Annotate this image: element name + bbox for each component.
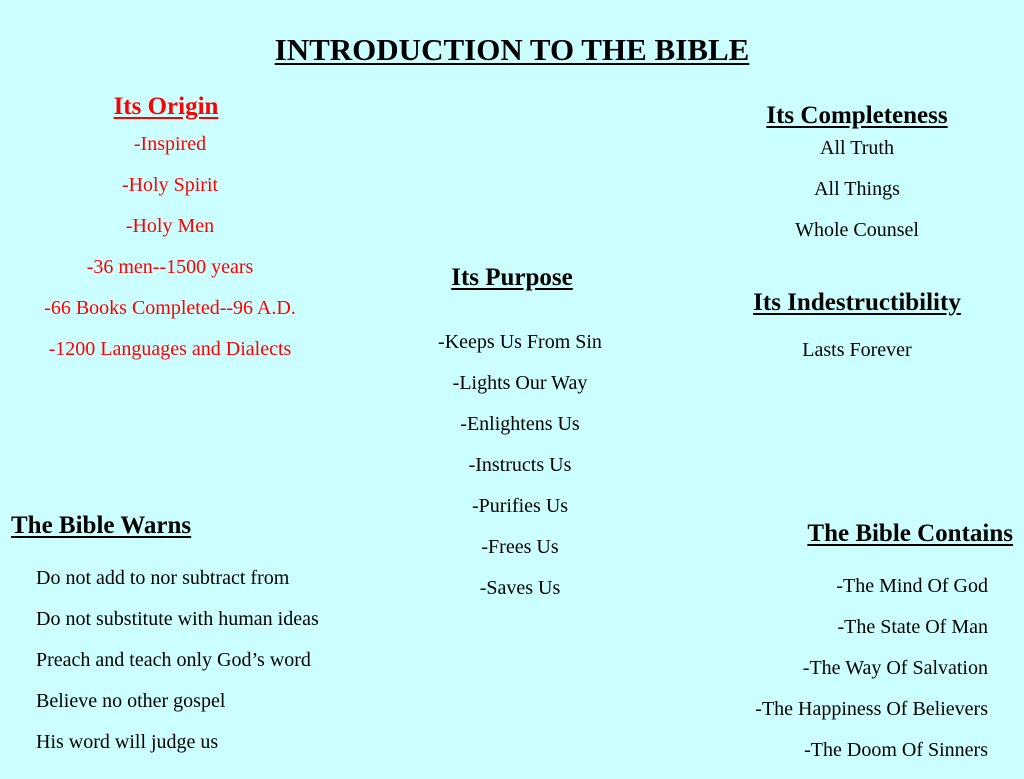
purpose-item: -Saves Us (479, 577, 561, 599)
origin-item: -66 Books Completed--96 A.D. (44, 297, 296, 319)
contains-item: -The Way Of Salvation (802, 657, 988, 679)
completeness-item: All Things (814, 178, 900, 200)
contains-list (660, 574, 988, 779)
completeness-item: Whole Counsel (795, 219, 919, 241)
purpose-item: -Keeps Us From Sin (438, 331, 602, 353)
purpose-item: -Instructs Us (468, 454, 572, 476)
indestructibility-heading: Its Indestructibility (753, 289, 961, 316)
warns-item: His word will judge us (36, 731, 219, 753)
contains-item: -The Happiness Of Believers (755, 698, 988, 720)
origin-item: -Holy Spirit (121, 174, 219, 196)
origin-item: -Inspired (133, 133, 207, 155)
contains-item: -The State Of Man (837, 616, 988, 638)
warns-item: Do not add to nor subtract from (36, 567, 290, 589)
purpose-item: -Frees Us (481, 536, 559, 558)
purpose-item: -Enlightens Us (460, 413, 580, 435)
origin-list (0, 132, 340, 378)
warns-heading: The Bible Warns (11, 512, 192, 539)
completeness-item: All Truth (820, 137, 894, 159)
warns-item: Believe no other gospel (36, 690, 226, 712)
warns-list (36, 566, 396, 771)
origin-item: -Holy Men (125, 215, 215, 237)
completeness-heading: Its Completeness (766, 102, 948, 129)
origin-item: -1200 Languages and Dialects (48, 338, 292, 360)
contains-item: -The Mind Of God (836, 575, 988, 597)
page-title: INTRODUCTION TO THE BIBLE (274, 32, 750, 67)
origin-heading: Its Origin (113, 93, 219, 120)
indestructibility-list (757, 338, 957, 379)
origin-item: -36 men--1500 years (86, 256, 254, 278)
completeness-list (757, 136, 957, 259)
purpose-item: -Lights Our Way (452, 372, 588, 394)
warns-item: Do not substitute with human ideas (36, 608, 319, 630)
purpose-item: -Purifies Us (471, 495, 569, 517)
warns-item: Preach and teach only God’s word (36, 649, 311, 671)
purpose-heading: Its Purpose (451, 264, 573, 291)
contains-item: -The Doom Of Sinners (804, 739, 988, 761)
contains-heading: The Bible Contains (807, 520, 1013, 547)
indestructibility-item: Lasts Forever (802, 339, 912, 361)
purpose-list (400, 330, 640, 617)
